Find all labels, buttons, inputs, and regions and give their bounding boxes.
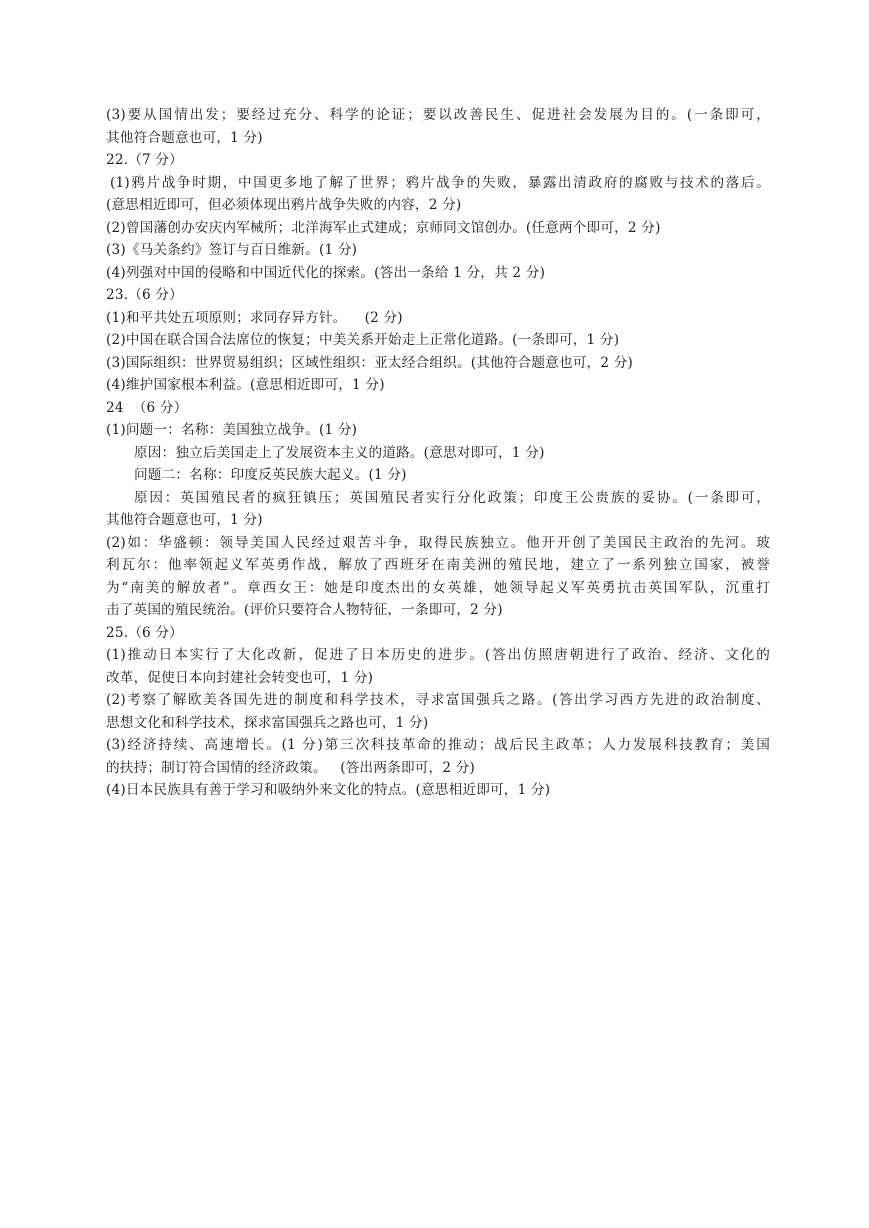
answer-key-page — [106, 104, 770, 802]
q21-answer-3: (3)要从国情出发；要经过充分、科学的论证；要以改善民生、促进社会发展为目的。(一条即可， — [106, 107, 770, 123]
q24-heading: 24 （6 分） — [106, 399, 188, 416]
q24-answer-2-cont1: 利瓦尔：他率领起义军英勇作战，解放了西班牙在南美洲的殖民地，建立了一系列独立国家，被誉 — [106, 557, 770, 573]
q23-answer-4: (4)维护国家根本利益。(意思相近即可，1 分) — [106, 377, 385, 393]
q25-answer-3: (3)经济持续、高速增长。(1 分)第三次科技革命的推动；战后民主政革；人力发展科技教育；美国 — [106, 737, 770, 753]
q23-answer-2: (2)中国在联合国合法席位的恢复；中美关系开始走上正常化道路。(一条即可，1 分) — [106, 332, 620, 348]
q22-answer-4: (4)列强对中国的侵略和中国近代化的探索。(答出一条给 1 分，共 2 分) — [106, 264, 546, 281]
q22-heading: 22.（7 分） — [106, 152, 183, 168]
q25-answer-3-cont: 的扶持；制订符合国情的经济政策。 (答出两条即可，2 分) — [106, 759, 475, 776]
q24-answer-1-question1-name: (1)问题一：名称：美国独立战争。(1 分) — [106, 422, 358, 438]
q22-answer-3: (3)《马关条约》签订与百日维新。(1 分) — [106, 242, 358, 258]
q24-answer-2-cont2: 为“南美的解放者”。章西女王：她是印度杰出的女英雄，她领导起义军英勇抗击英国军队，沉重打 — [106, 579, 770, 596]
q24-answer-2: (2)如：华盛顿：领导美国人民经过艰苦斗争，取得民族独立。他开开创了美国民主政治的先河。玻 — [106, 534, 770, 551]
q24-answer-1-question2-name: 问题二：名称：印度反英民族大起义。(1 分) — [134, 467, 407, 483]
q25-answer-1-cont: 改革，促使日本向封建社会转变也可，1 分) — [106, 669, 374, 686]
q25-answer-1: (1)推动日本实行了大化改新，促进了日本历史的进步。(答出仿照唐朝进行了政治、经济、文化的 — [106, 647, 770, 663]
q25-answer-2-cont: 思想文化和科学技术，探求富国强兵之路也可，1 分) — [106, 714, 429, 731]
q23-answer-1: (1)和平共处五项原则；求同存异方针。 (2 分) — [106, 309, 403, 326]
q21-answer-3-cont: 其他符合题意也可，1 分) — [106, 129, 263, 146]
q23-heading: 23.（6 分） — [106, 287, 183, 303]
q25-answer-2: (2)考察了解欧美各国先进的制度和科学技术，寻求富国强兵之路。(答出学习西方先进的政治制度、 — [106, 692, 770, 708]
q24-answer-1-question1-reason: 原因：独立后美国走上了发展资本主义的道路。(意思对即可，1 分) — [134, 444, 545, 461]
q24-answer-1-question2-reason: 原因：英国殖民者的疯狂镇压；英国殖民者实行分化政策；印度王公贵族的妥协。(一条即可， — [134, 489, 770, 506]
q22-answer-2: (2)曾国藩创办安庆内军械所；北洋海军止式建成；京师同文馆创办。(任意两个即可，2 分) — [106, 219, 661, 236]
q25-answer-4: (4)日本民族具有善于学习和吸纳外来文化的特点。(意思相近即可，1 分) — [106, 782, 551, 798]
q25-heading: 25.（6 分） — [106, 624, 183, 641]
q22-answer-1-cont: (意思相近即可，但必须体现出鸦片战争失败的内容，2 分) — [106, 197, 462, 213]
q24-answer-1-question2-reason-cont: 其他符合题意也可，1 分) — [106, 512, 263, 528]
q23-answer-3: (3)国际组织：世界贸易组织；区域性组织：亚太经合组织。(其他符合题意也可，2 分) — [106, 354, 634, 371]
q24-answer-2-cont3: 击了英国的殖民统治。(评价只要符合人物特征，一条即可，2 分) — [106, 602, 503, 618]
q22-answer-1: (1)鸦片战争时期，中国更多地了解了世界；鸦片战争的失败，暴露出清政府的腐败与技术的落后。 — [110, 174, 770, 191]
